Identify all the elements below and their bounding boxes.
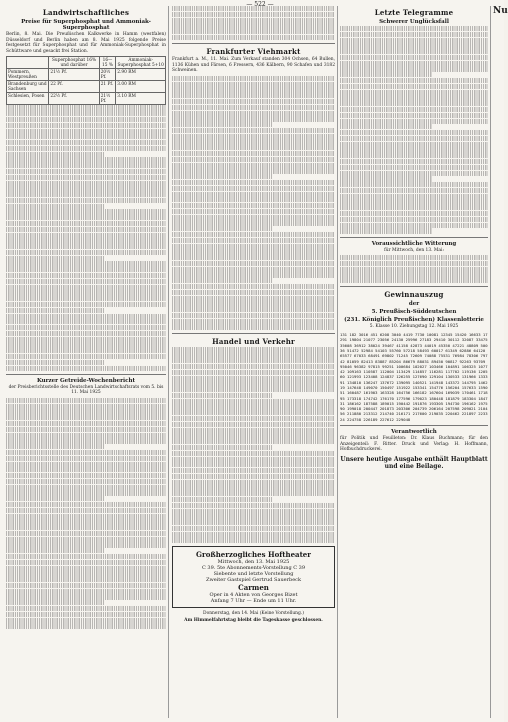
text-line (340, 165, 488, 170)
text-line (6, 111, 166, 116)
text-line (172, 267, 335, 272)
section-subheading: Schwerer Unglücksfall (379, 19, 449, 25)
ad-line: Anfang 7 Uhr — Ende um 11 Uhr. (210, 597, 297, 604)
article-intro: Berlin, 8. Mai. Die Preußischen Kalkwerke in Hamm (westfalen) Düsseldorf und Berlin haben am 8. Mai 1925 folgende Preise festgesetzt für Superphosphat und für Ammoniak-Superphosphat in Schüttware und gesackt frei Station. (6, 32, 166, 54)
text-line (172, 393, 273, 398)
text-line (6, 409, 166, 414)
text-line (6, 525, 166, 530)
text-line (172, 428, 335, 433)
text-line (340, 223, 488, 228)
text-line (6, 519, 166, 524)
text-line (172, 163, 335, 168)
table-cell: Brandenburg und Sachsen (7, 81, 49, 93)
text-line (172, 203, 335, 208)
text-line (172, 157, 335, 162)
table-cell: 22½ Pf. (49, 93, 99, 105)
text-line (6, 560, 166, 565)
text-line (172, 249, 335, 254)
text-line (340, 182, 488, 187)
price-table (6, 56, 166, 105)
table-row (7, 81, 166, 93)
body-text-block (6, 398, 166, 629)
imprint-text: für Politik und Feuilleton: Dr. Klaus Buchmann; für den Anzeigenteil: F. Ritter. Druck und Verlag: H. Hoffmann, Hofbuchdruckerei. (340, 436, 488, 453)
text-line (340, 124, 432, 129)
text-line (172, 180, 335, 185)
text-line (6, 331, 166, 336)
text-line (6, 204, 105, 209)
text-line (172, 209, 335, 214)
text-line (340, 176, 432, 181)
lottery-line: 5. Preußisch-Süddeutschen (371, 309, 457, 316)
text-line (340, 84, 488, 89)
text-line (172, 261, 335, 266)
section-heading: Gewinnauszug (384, 290, 444, 300)
table-row (7, 69, 166, 81)
text-line (172, 537, 335, 542)
text-line (172, 87, 335, 92)
text-line (172, 347, 335, 352)
text-line (6, 319, 166, 324)
text-line (6, 169, 166, 174)
text-line (172, 76, 335, 81)
text-line (6, 398, 166, 403)
ad-title: Großherzogliches Hoftheater (196, 549, 311, 559)
ad-note: Donnerstag, den 14. Mai (Keine Vorstellung.) (203, 610, 304, 616)
text-line (172, 480, 335, 485)
text-line (340, 255, 488, 260)
text-line (172, 319, 335, 324)
text-line (340, 130, 488, 135)
body-text-block (6, 105, 166, 370)
section-subheading: Kurzer Getreide-Wochenbericht (36, 377, 135, 384)
text-line (172, 370, 335, 375)
text-line (6, 215, 166, 220)
text-line (172, 220, 335, 225)
text-line (172, 364, 335, 369)
text-line (172, 462, 335, 467)
body-text-block (340, 255, 488, 283)
text-line (340, 159, 488, 164)
table-cell: Schlesien, Posen (7, 93, 49, 105)
text-line (6, 571, 166, 576)
text-line (172, 514, 335, 519)
text-line (6, 623, 166, 628)
text-line (172, 29, 335, 34)
text-line (340, 261, 488, 266)
text-line (340, 171, 488, 176)
text-line (172, 532, 335, 537)
text-line (172, 215, 335, 220)
lottery-line: der (408, 301, 420, 308)
text-line (172, 296, 335, 301)
text-line (340, 32, 488, 37)
text-line (6, 342, 166, 347)
text-line (6, 462, 166, 467)
text-line (172, 451, 335, 456)
text-line (172, 301, 335, 306)
fragment-heading: Nu (493, 6, 508, 16)
text-line (172, 6, 335, 11)
text-line (6, 261, 166, 266)
text-line (6, 404, 166, 409)
text-line (340, 90, 488, 95)
page-number: — 522 — (246, 1, 274, 8)
text-line (340, 217, 488, 222)
text-line (172, 35, 335, 40)
table-cell: 21 Pf. (99, 81, 116, 93)
text-line (6, 105, 166, 110)
text-line (6, 537, 166, 542)
text-line (172, 134, 335, 139)
text-line (6, 285, 166, 290)
text-line (172, 151, 335, 156)
text-line (340, 153, 488, 158)
text-line (6, 134, 166, 139)
table-header: Ammoniak-Superphosphat 5+10 (117, 57, 164, 68)
edition-note: Unsere heutige Ausgabe enthält Hauptblatt und eine Beilage. (340, 455, 488, 470)
text-line (6, 444, 105, 449)
text-line (6, 606, 166, 611)
body-text-block (172, 347, 335, 543)
text-line (340, 49, 488, 54)
text-line (6, 502, 166, 507)
text-line (172, 399, 335, 404)
ad-line: C 39. 5te Abonnements-Vorstellung C 39 (201, 564, 306, 571)
text-line (172, 324, 335, 329)
text-line (6, 279, 166, 284)
text-line (6, 548, 105, 553)
text-line (172, 18, 335, 23)
lottery-line: (231. Königlich Preußischen) Klassenlotterie (344, 317, 484, 324)
text-line (340, 188, 488, 193)
text-line (340, 272, 488, 277)
text-line (340, 113, 488, 118)
table-header: 16—15 % (99, 57, 116, 69)
ad-line: Zweiter Gastspiel Gertrud Sauerbeck (205, 576, 302, 583)
table-cell: 21½ Pf. (99, 93, 116, 105)
divider (340, 286, 488, 287)
text-line (172, 474, 335, 479)
text-line (6, 163, 166, 168)
theater-ad (172, 546, 335, 608)
table-cell: 22 Pf. (49, 81, 99, 93)
text-line (6, 427, 166, 432)
text-line (6, 618, 166, 623)
text-line (6, 325, 166, 330)
column-2 (172, 6, 335, 718)
text-line (172, 238, 335, 243)
text-line (172, 376, 335, 381)
column-rule (168, 6, 169, 718)
text-line (340, 55, 488, 60)
text-line (172, 485, 335, 490)
text-line (172, 23, 335, 28)
text-line (340, 107, 488, 112)
text-line (172, 307, 335, 312)
text-line (6, 238, 166, 243)
text-line (340, 119, 488, 124)
text-line (6, 256, 105, 261)
text-line (340, 228, 432, 233)
section-heading: Handel und Verkehr (212, 336, 295, 346)
text-line (172, 278, 273, 283)
text-line (172, 387, 335, 392)
text-line (172, 503, 335, 508)
text-line (172, 105, 335, 110)
text-line (340, 95, 488, 100)
text-line (6, 209, 166, 214)
text-line (6, 296, 166, 301)
column-3 (340, 6, 488, 718)
text-line (172, 290, 335, 295)
text-line (6, 531, 166, 536)
section-subheading: Voraussichtliche Witterung (371, 240, 457, 247)
text-line (172, 122, 273, 127)
text-line (172, 381, 335, 386)
ad-opera-title: Carmen (238, 582, 269, 592)
text-line (172, 244, 335, 249)
text-line (6, 594, 166, 599)
adjacent-page-fragment (490, 6, 508, 718)
text-line (6, 250, 166, 255)
text-line (340, 72, 432, 77)
text-line (6, 473, 166, 478)
text-line (172, 168, 335, 173)
text-line (6, 354, 166, 359)
text-line (172, 93, 335, 98)
text-line (6, 140, 166, 145)
table-cell: 2.90 RM (116, 69, 166, 81)
section-heading: Landwirtschaftliches (42, 8, 130, 17)
table-cell: 20½ Pf. (99, 69, 116, 81)
ad-line: Siebente und letzte Vorstellung (213, 570, 294, 577)
text-line (6, 192, 166, 197)
text-line (6, 479, 166, 484)
lottery-date: 5. Klasse 10. Ziehungstag 12. Mai 1925 (369, 324, 459, 330)
text-line (172, 272, 335, 277)
text-line (340, 199, 488, 204)
text-line (172, 526, 335, 531)
text-line (172, 174, 273, 179)
section-heading: Letzte Telegramme (374, 8, 454, 17)
table-header (7, 57, 49, 69)
text-line (340, 267, 488, 272)
text-line (6, 290, 166, 295)
table-cell: 21½ Pf. (49, 69, 99, 81)
text-line (6, 181, 166, 186)
section-subheading: Preise für Superphosphat und Ammoniak-Superphosphat (21, 19, 151, 31)
text-line (172, 116, 335, 121)
text-line (6, 348, 166, 353)
text-line (6, 566, 166, 571)
text-line (6, 508, 166, 513)
lottery-numbers: 131 182 3016 451 6208 3040 4419 7730 10081 12345 15420 16633 17291 19804 21077 23056 24130 25996 27183 29410 30112 32087 33475 35608 36912 38024 39467 41158 42873 44019 45350 47221 48809 50036 51472 52984 54103 55760 57218 58493 60017 61349 62886 64120 65577 67033 68491 69802 71245 72609 74088 75531 76984 78306 79742 81059 82413 83887 85204 86679 88031 89450 90817 92263 93709 95046 96382 97815 99251 100684 102027 103466 104891 106325 107742 109163 110587 112004 113429 114857 116281 117702 119136 120560 121993 123408 124837 126255 127690 129104 130533 131966 133391 134810 136247 137672 139095 140521 141948 143372 144795 146219 147648 149070 150497 151922 153341 154776 156204 157633 159051 160487 161903 163328 164756 166182 167604 169039 170461 171895 173318 174742 176170 177596 179023 180448 181879 183304 184731 186162 187588 189015 190442 191876 193305 194730 196162 197590 199018 200447 201873 203306 204739 206164 207598 209021 210456 211880 213312 214740 216171 217600 219035 220462 221897 223324 224758 226189 227612 229048 (340, 332, 488, 422)
text-line (172, 111, 335, 116)
weather-date: für Mittwoch, den 13. Mai: (384, 247, 444, 253)
text-line (172, 468, 335, 473)
ad-line: Oper in 4 Akten von Georges Bizet (209, 591, 298, 598)
text-line (6, 273, 166, 278)
text-line (340, 61, 488, 66)
text-line (172, 255, 335, 260)
text-line (172, 82, 335, 87)
text-line (6, 227, 166, 232)
text-line (6, 485, 166, 490)
text-line (340, 142, 488, 147)
text-line (172, 433, 335, 438)
text-line (340, 194, 488, 199)
body-text-block (340, 26, 488, 234)
column-rule (337, 6, 338, 718)
text-line (172, 313, 335, 318)
text-line (6, 438, 166, 443)
body-text-block (172, 6, 335, 40)
divider (172, 43, 335, 44)
text-line (340, 38, 488, 43)
column-1 (6, 6, 166, 718)
text-line (6, 302, 166, 307)
text-line (172, 404, 335, 409)
text-line (6, 467, 166, 472)
divider (172, 333, 335, 334)
text-line (172, 145, 335, 150)
text-line (6, 157, 166, 162)
text-line (340, 43, 488, 48)
text-line (172, 197, 335, 202)
text-line (6, 433, 166, 438)
text-line (6, 612, 166, 617)
text-line (6, 421, 166, 426)
text-line (340, 211, 488, 216)
table-cell: 3.00 RM (116, 81, 166, 93)
divider (340, 237, 488, 238)
section-heading: Frankfurter Viehmarkt (206, 47, 301, 57)
text-line (340, 278, 488, 283)
text-line (6, 244, 166, 249)
text-line (340, 101, 488, 106)
text-line (172, 352, 335, 357)
text-line (6, 554, 166, 559)
text-line (172, 358, 335, 363)
table-cell: Pommern, Westpreußen (7, 69, 49, 81)
text-line (6, 450, 166, 455)
text-line (172, 284, 335, 289)
ad-line: Mittwoch, den 13. Mai 1925 (217, 558, 290, 565)
text-line (172, 186, 335, 191)
text-line (6, 221, 166, 226)
text-line (172, 520, 335, 525)
text-line (6, 514, 166, 519)
text-line (172, 491, 335, 496)
footer-note: Am Himmelfahrtstag bleibt die Tageskasse geschlossen. (184, 618, 323, 624)
text-line (340, 147, 488, 152)
text-line (172, 439, 335, 444)
text-line (6, 577, 166, 582)
text-line (6, 366, 166, 371)
section-subheading: Verantwortlich (391, 429, 437, 436)
article-intro: Frankfurt a. M., 11. Mai. Zum Verkauf standen 304 Ochsen, 64 Bullen, 1136 Kühen und Färsen, 6 Fressern, 436 Kälbern, 90 Schafen und 3182 Schweinen. (172, 57, 335, 74)
text-line (6, 415, 166, 420)
text-line (172, 139, 335, 144)
text-line (340, 26, 488, 31)
text-line (6, 360, 105, 365)
text-line (172, 128, 335, 133)
text-line (6, 496, 105, 501)
text-line (6, 314, 166, 319)
text-line (6, 456, 166, 461)
text-line (172, 416, 335, 421)
text-line (172, 422, 335, 427)
text-line (6, 175, 166, 180)
text-line (6, 198, 166, 203)
text-line (6, 267, 166, 272)
text-line (6, 600, 105, 605)
text-line (340, 66, 488, 71)
text-line (6, 542, 166, 547)
text-line (340, 136, 488, 141)
table-cell: 3.10 RM (116, 93, 166, 105)
text-line (172, 509, 335, 514)
text-line (6, 490, 166, 495)
text-line (6, 152, 105, 157)
text-line (6, 583, 166, 588)
table-row (7, 93, 166, 105)
text-line (6, 186, 166, 191)
text-line (6, 117, 166, 122)
body-text-block (172, 76, 335, 330)
text-line (172, 457, 335, 462)
text-line (6, 146, 166, 151)
text-line (6, 123, 166, 128)
text-line (6, 337, 166, 342)
text-line (172, 232, 335, 237)
section-byline: der Preisberichtsstelle des Deutschen Landwirtschaftsrats vom 5. bis 11. Mai 1925 (8, 384, 164, 396)
text-line (172, 445, 273, 450)
divider (6, 374, 166, 375)
text-line (6, 233, 166, 238)
text-line (172, 410, 335, 415)
text-line (172, 497, 273, 502)
table-header: Superphosphat 16% und darüber (49, 57, 99, 69)
text-line (6, 308, 105, 313)
text-line (172, 99, 335, 104)
table-header-row (7, 57, 166, 69)
text-line (6, 589, 166, 594)
text-line (172, 12, 335, 17)
text-line (340, 205, 488, 210)
text-line (6, 129, 166, 134)
text-line (340, 78, 488, 83)
text-line (172, 226, 273, 231)
text-line (172, 192, 335, 197)
divider (340, 425, 488, 426)
